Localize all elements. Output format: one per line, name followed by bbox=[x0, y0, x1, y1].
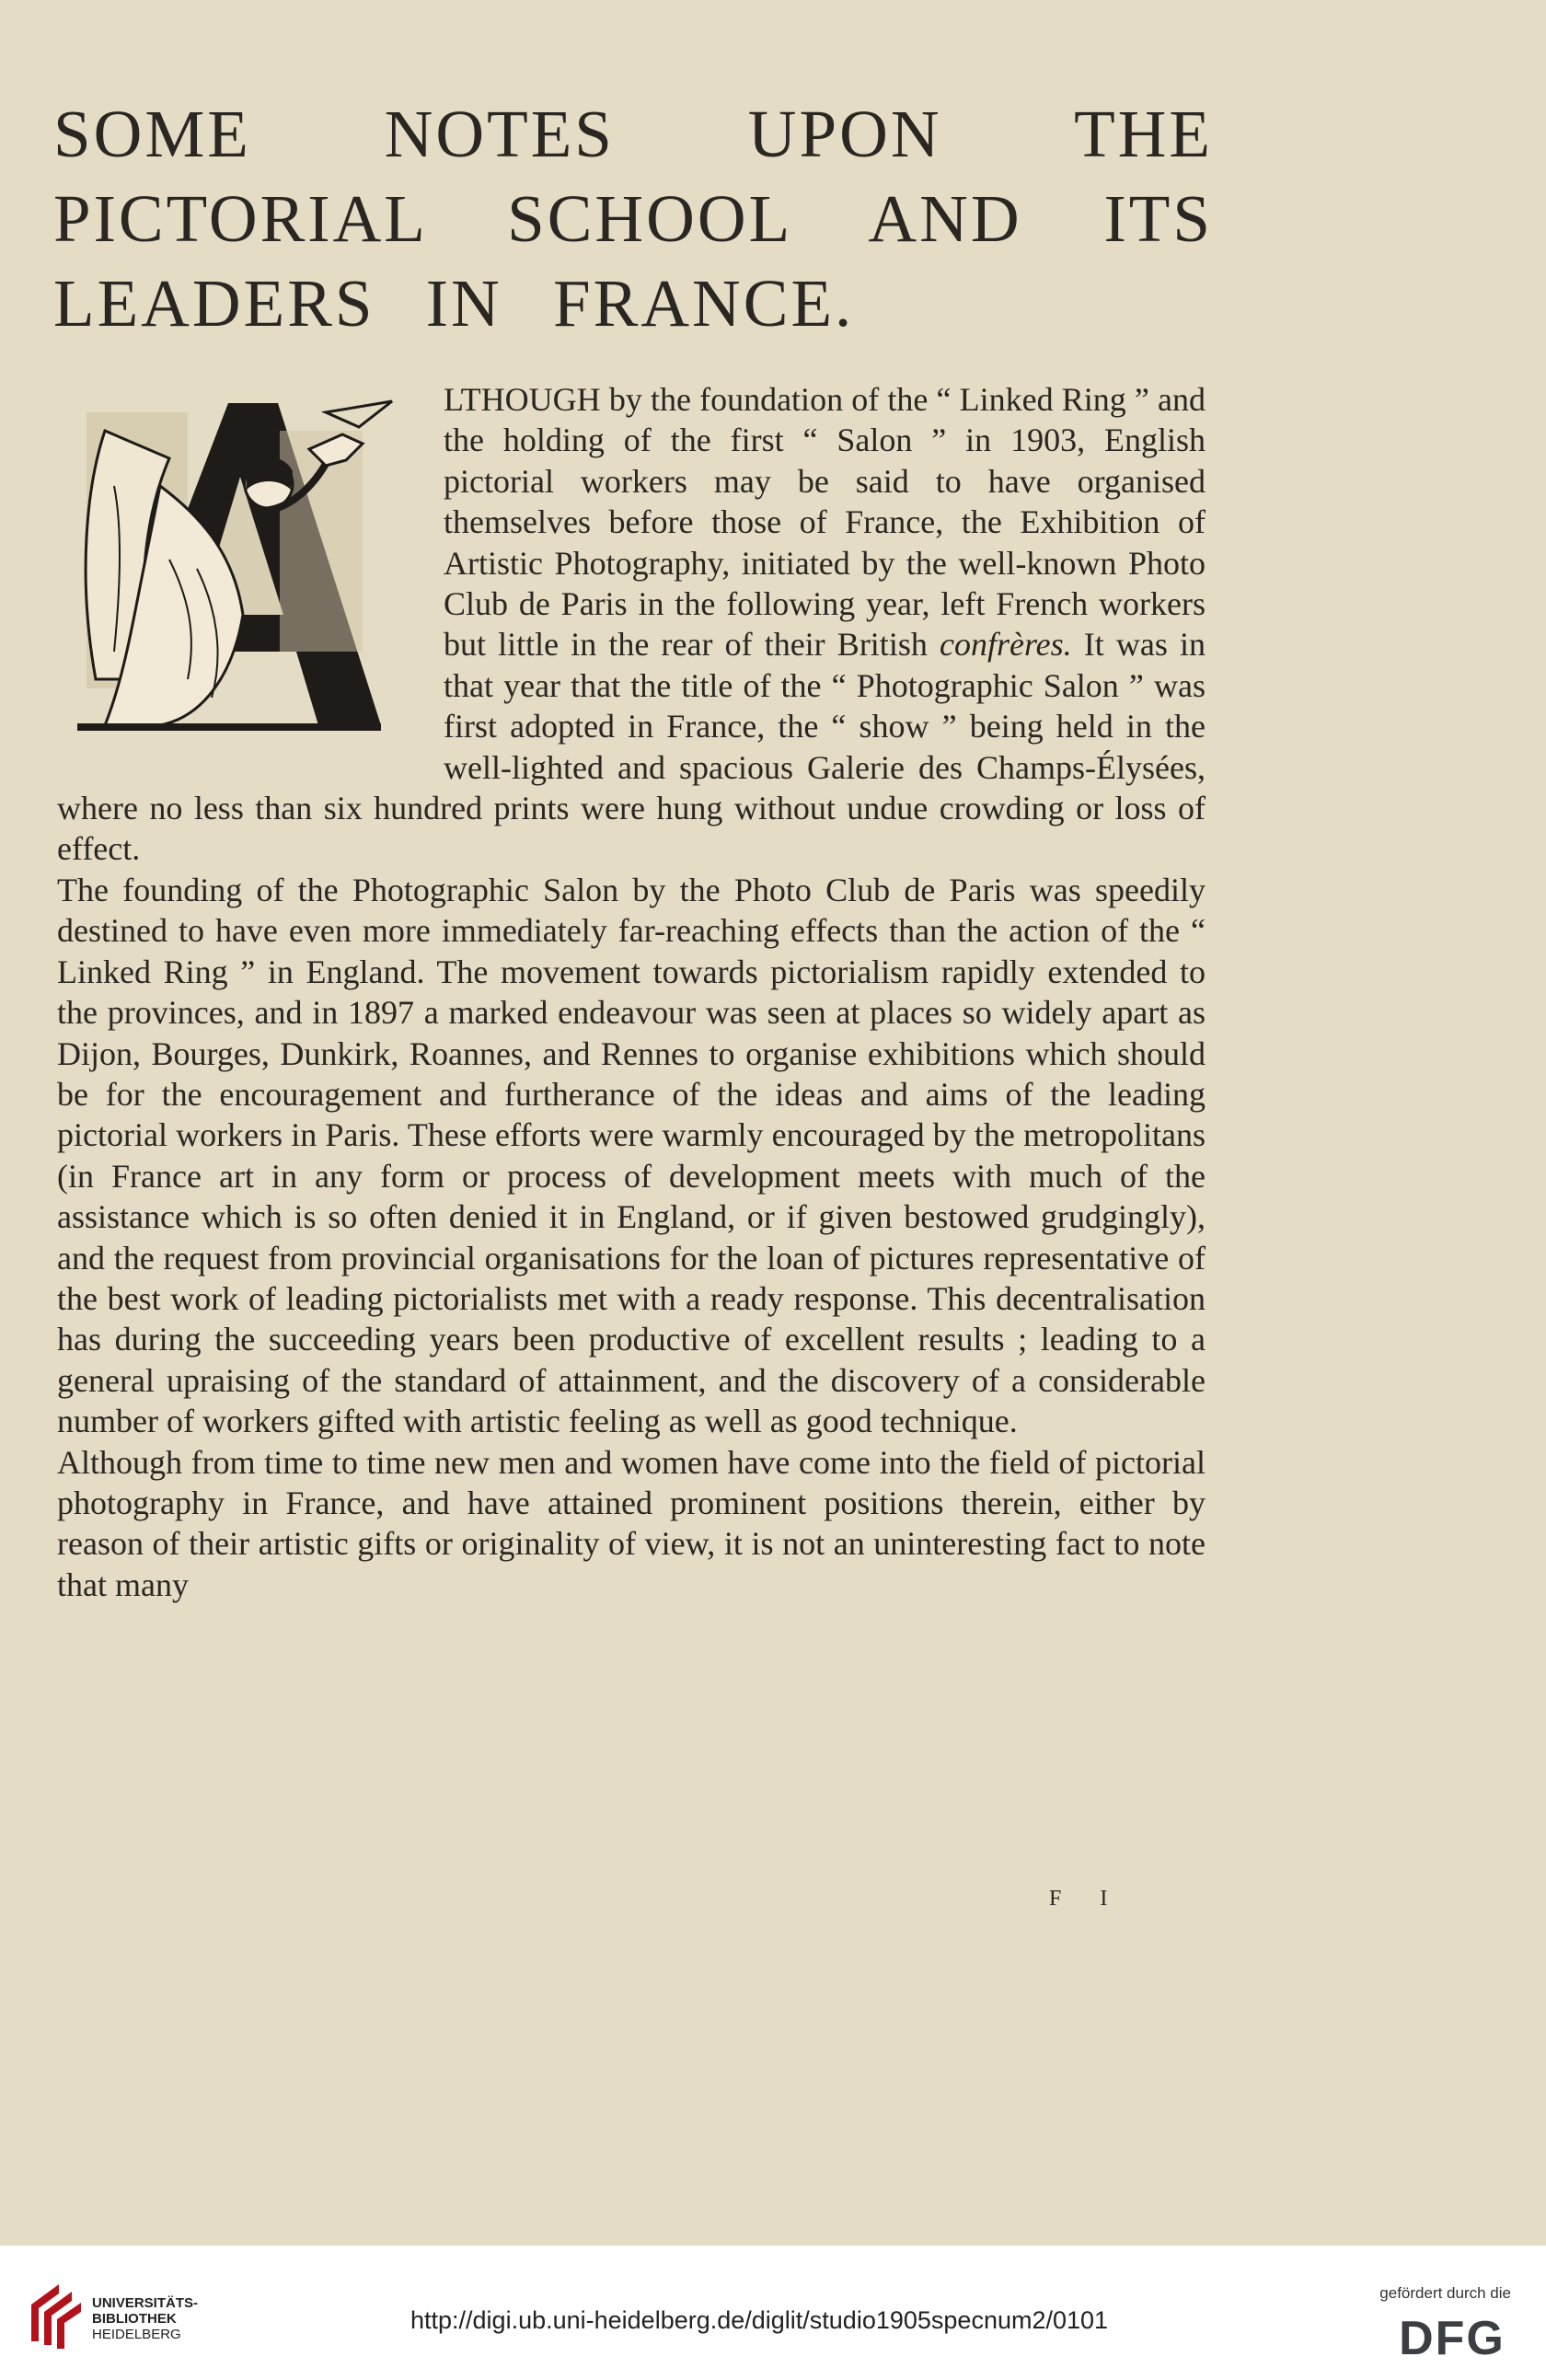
article-body bbox=[57, 379, 1206, 1605]
title-line: SOME NOTES UPON THE bbox=[53, 97, 1213, 171]
paragraph-3: Although from time to time new men and women have come into the field of pictorial photography in France, and have attained prominent positions therein, either by reason of their artistic gifts or originality of view, it is not an uninteresting fact to note that many bbox=[57, 1443, 1206, 1603]
title-line: LEADERS IN FRANCE. bbox=[53, 266, 855, 341]
library-name-line: HEIDELBERG bbox=[92, 2327, 181, 2342]
funding-note: gefördert durch die bbox=[1379, 2284, 1511, 2302]
dfg-logo-icon bbox=[1391, 2312, 1513, 2360]
article-title bbox=[53, 92, 1213, 346]
page-signature: F I bbox=[1049, 1887, 1125, 1911]
italic-word: confrères. bbox=[939, 626, 1072, 664]
paragraph-1-text-cont: It was in that year that the title of the “ Photographic Salon ” was first adopted in France, the “ show ” being held in the well-lighted and spacious Galerie des Champs-Élysées, where no less than six hundred prints were hung without undue crowding or loss of effect. bbox=[57, 626, 1206, 868]
decorated-initial-a-illustration bbox=[50, 375, 407, 744]
title-line: PICTORIAL SCHOOL AND ITS bbox=[53, 181, 1213, 256]
paragraph-2: The founding of the Photographic Salon by the Photo Club de Paris was speedily destined to have even more immediately far-reaching effects than the action of the “ Linked Ring ” in England. The movement towards pictorialism rapidly extended to the provinces, and in 1897 a marked endeavour was seen at places so widely apart as Dijon, Bourges, Dunkirk, Roannes, and Rennes to organise exhibitions which should be for the encouragement and furtherance of the ideas and aims of the leading pictorial workers in Paris. These efforts were warmly encouraged by the metropolitans (in France art in any form or process of development meets with much of the assistance which is so often denied it in England, or if given bestowed grudgingly), and the request from provincial organisations for the loan of pictures representative of the best work of leading pictorialists met with a ready response. This decentralisation has during the succeeding years been productive of excellent results ; leading to a general upraising of the standard of attainment, and the discovery of a considerable number of workers gifted with artistic feeling as well as good technique. bbox=[57, 871, 1206, 1440]
digitization-footer bbox=[0, 2246, 1546, 2380]
svg-text:DFG: DFG bbox=[1399, 2312, 1506, 2360]
paragraph-1-text: LTHOUGH by the foundation of the “ Linked Ring ” and the holding of the first “ Salon ” in 1903, English pictorial workers may be said to have organised themselves before those of France, the Exhibition of Artistic Photography, initiated by the well-known Photo Club de Paris in the following year, left French workers but little in the rear of their British bbox=[444, 381, 1206, 664]
library-name bbox=[92, 2295, 198, 2342]
library-name-line: UNIVERSITÄTS- bbox=[92, 2295, 199, 2311]
library-name-line: BIBLIOTHEK bbox=[92, 2311, 177, 2327]
university-library-logo-icon bbox=[22, 2277, 87, 2351]
permalink-url[interactable]: http://digi.ub.uni-heidelberg.de/diglit/studio1905specnum2/0101 bbox=[410, 2306, 1109, 2334]
